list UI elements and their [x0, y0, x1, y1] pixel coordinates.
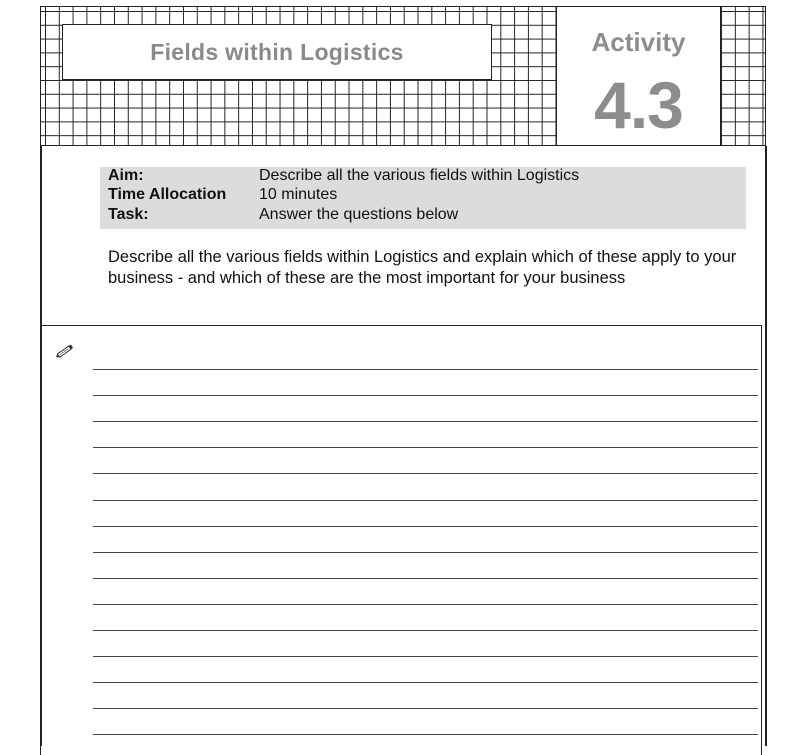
instruction-text: Describe all the various fields within Logistics and explain which of these apply to your business - and which of these are the most important for your business	[108, 248, 737, 287]
pencil-icon	[54, 342, 76, 360]
answer-line[interactable]	[93, 526, 758, 527]
time-allocation-label: Time Allocation	[108, 186, 227, 203]
answer-area[interactable]	[40, 325, 762, 755]
answer-line[interactable]	[93, 604, 758, 605]
answer-line[interactable]	[93, 421, 758, 422]
answer-line[interactable]	[93, 656, 758, 657]
aim-value: Describe all the various fields within Logistics	[259, 167, 580, 184]
answer-line[interactable]	[93, 369, 758, 370]
activity-label: Activity	[591, 27, 686, 57]
answer-line[interactable]	[93, 630, 758, 631]
aim-label: Aim:	[108, 167, 144, 184]
answer-line[interactable]	[93, 578, 758, 579]
answer-line[interactable]	[93, 552, 758, 553]
answer-line[interactable]	[93, 500, 758, 501]
aim-box	[100, 167, 746, 229]
task-value: Answer the questions below	[259, 206, 459, 223]
page-title: Fields within Logistics	[150, 38, 404, 65]
answer-line[interactable]	[93, 734, 758, 735]
page-border-right	[765, 146, 767, 746]
task-label: Task:	[108, 206, 149, 223]
time-allocation-value: 10 minutes	[259, 186, 338, 203]
answer-line[interactable]	[93, 473, 758, 474]
activity-number: 4.3	[594, 68, 683, 142]
activity-box	[556, 7, 721, 145]
answer-line[interactable]	[93, 708, 758, 709]
answer-line[interactable]	[93, 682, 758, 683]
answer-line[interactable]	[93, 447, 758, 448]
title-box	[62, 24, 492, 80]
answer-line[interactable]	[93, 395, 758, 396]
